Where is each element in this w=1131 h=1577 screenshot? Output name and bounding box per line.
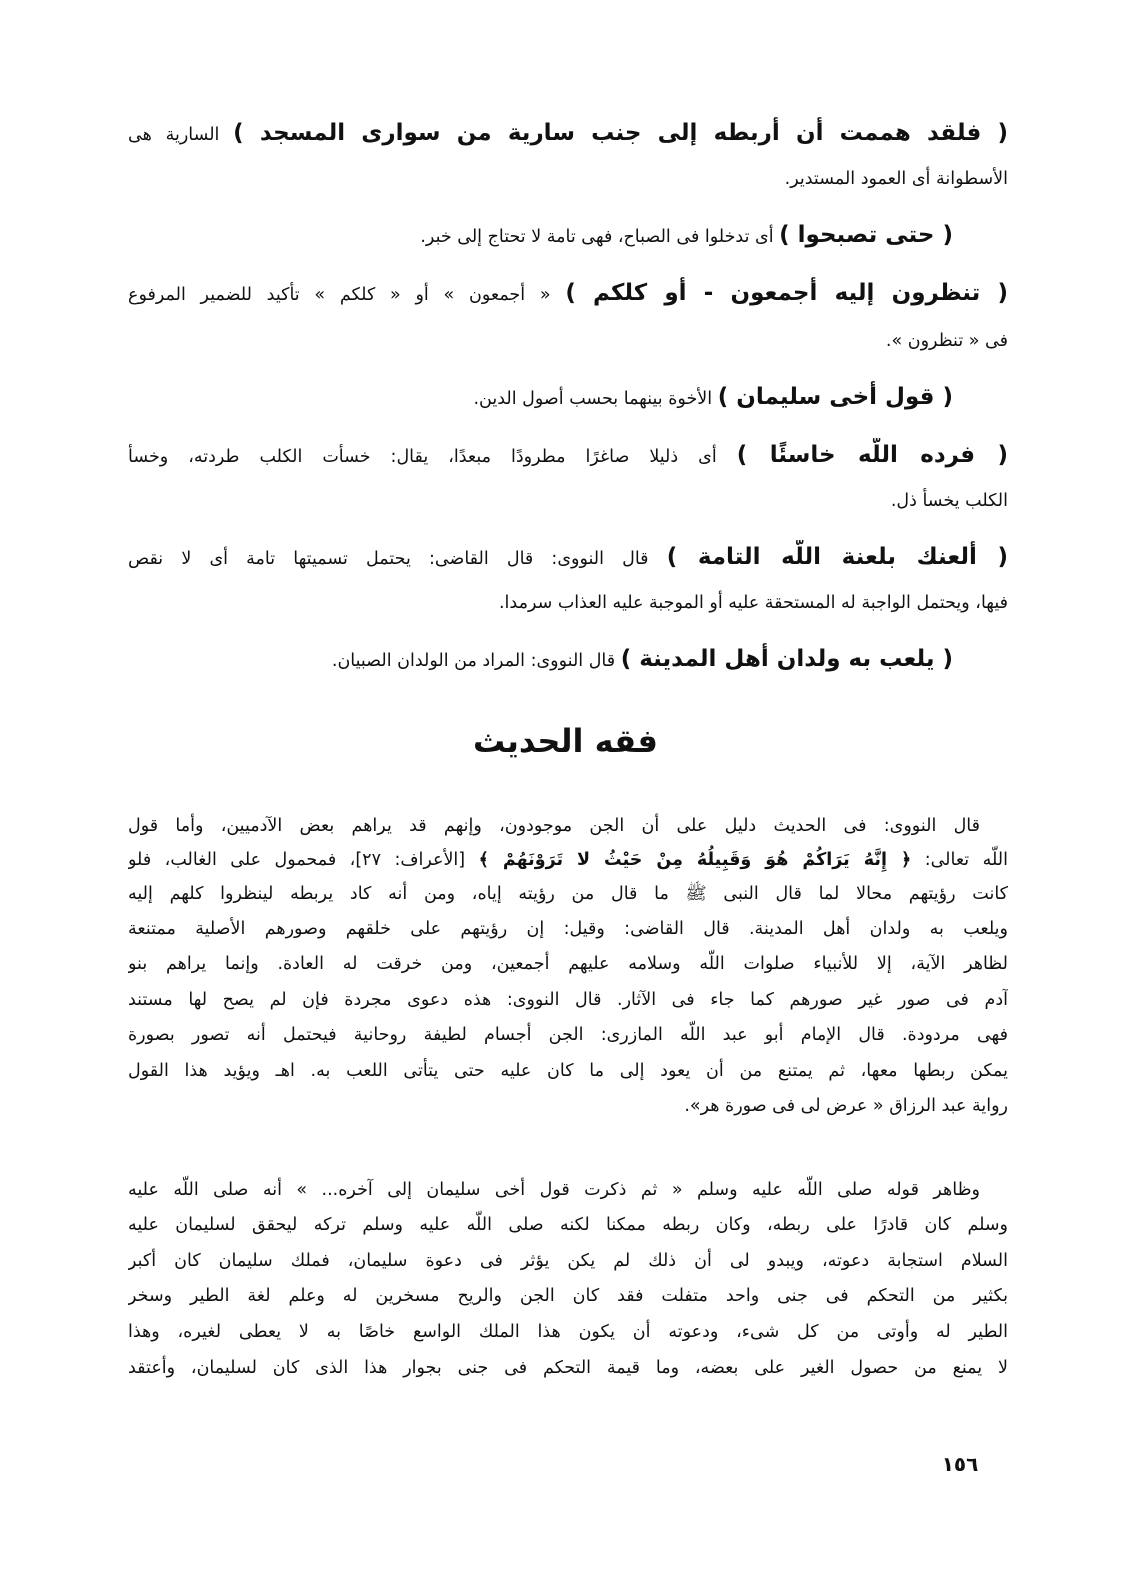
paragraph-line: وسلم كان قادرًا على ربطه، وكان ربطه ممكنا لكنه صلى اللّه عليه وسلم تركه ليحقق لسليمان عليه (128, 1215, 1008, 1235)
entry-line (128, 380, 1008, 414)
entry-term: ( حتى تصبحوا ) (779, 222, 953, 248)
entry-line (128, 642, 1008, 676)
entry-term: ( قول أخى سليمان ) (717, 384, 953, 410)
quran-verse: ﴿ إِنَّهُ يَرَاكُمْ هُوَ وَقَبِيلُهُ مِنْ حَيْثُ لا تَرَوْنَهُمْ ﴾ (478, 850, 912, 870)
entry-line: فى « تنظرون ». (885, 331, 1008, 351)
paragraph-line: كانت رؤيتهم محالا لما قال النبى ﷺ ما قال من رؤيته إياه، ومن أنه كاد يربطه لينظروا كلهم إليه (128, 884, 1008, 904)
entry-term: ( فلقد هممت أن أربطه إلى جنب سارية من سوارى المسجد ) (233, 120, 1008, 146)
entry-line (128, 438, 1008, 472)
entry-text: أى تدخلوا فى الصباح، فهى تامة لا تحتاج إلى خبر. (420, 227, 780, 247)
entry-line (128, 116, 1008, 150)
entry-line (128, 218, 1008, 252)
entry-term: ( فرده اللّه خاسئًا ) (736, 442, 1008, 468)
paragraph-line: قال النووى: فى الحديث دليل على أن الجن موجودون، وإنهم قد يراهم بعض الآدميين، وأما قول (128, 816, 980, 836)
paragraph-text: اللّه تعالى: (924, 850, 1008, 870)
paragraph-line: رواية عبد الرزاق « عرض لى فى صورة هر». (684, 1096, 1008, 1116)
entry-line (128, 540, 1008, 574)
entry-text: السارية هى (128, 125, 234, 145)
entry-line: الأسطوانة أى العمود المستدير. (784, 169, 1008, 189)
paragraph-line: السلام استجابة دعوته، ويبدو لى أن ذلك لم يكن يؤثر فى دعوة سليمان، فملك سليمان كان أكبر (128, 1251, 1008, 1271)
entry-line: الكلب يخسأ ذل. (890, 491, 1008, 511)
paragraph-line (128, 843, 1008, 877)
entry-text: قال النووى: المراد من الولدان الصبيان. (331, 651, 621, 671)
paragraph-line: لظاهر الآية، إلا للأنبياء صلوات اللّه وسلامه عليهم أجمعين، ومن خرقت له العادة. وإنما يراهم بنو (128, 954, 1008, 974)
section-heading: فقه الحديث (473, 722, 658, 760)
entry-term: ( يلعب به ولدان أهل المدينة ) (620, 646, 953, 672)
entry-line: فيها، ويحتمل الواجبة له المستحقة عليه أو الموجبة عليه العذاب سرمدا. (498, 593, 1008, 613)
entry-text: « أجمعون » أو « كلكم » تأكيد للضمير المرفوع (128, 285, 566, 305)
paragraph-line: آدم فى صور غير صورهم كما جاء فى الآثار. قال النووى: هذه دعوى مجردة فإن لم يصح لها مستند (128, 990, 1008, 1010)
paragraph-line: يمكن ربطها معها، ثم يمتنع من أن يعود إلى ما كان عليه حتى يتأتى اللعب به. اهـ ويؤيد هذا القول (128, 1061, 1008, 1081)
paragraph-line: وظاهر قوله صلى اللّه عليه وسلم « ثم ذكرت قول أخى سليمان إلى آخره... » أنه صلى اللّه عليه (128, 1180, 980, 1200)
entry-line (128, 276, 1008, 310)
verse-reference: [الأعراف: ٢٧]، فمحمول على الغالب، فلو (128, 850, 479, 870)
paragraph-line: بكثير من التحكم فى جنى واحد متفلت فقد كان الجن والريح مسخرين له وعلم لغة الطير وسخر (128, 1286, 1008, 1306)
entry-text: أى ذليلا صاغرًا مطرودًا مبعدًا، يقال: خسأت الكلب طردته، وخسأ (128, 447, 737, 467)
paragraph-line: فهى مردودة. قال الإمام أبو عبد اللّه المازرى: الجن أجسام لطيفة روحانية فيحتمل أنه تصور بصورة (128, 1025, 1008, 1045)
entry-term: ( ألعنك بلعنة اللّه التامة ) (666, 544, 1008, 570)
paragraph-line: الطير له وأوتى من كل شىء، ودعوته أن يكون هذا الملك الواسع خاصًا به لا يعطى لغيره، وهذا (128, 1322, 1008, 1342)
paragraph-line: لا يمنع من حصول الغير على بعضه، وما قيمة التحكم فى جنى بجوار هذا الذى كان لسليمان، وأعتقد (128, 1358, 1008, 1378)
entry-text: قال النووى: قال القاضى: يحتمل تسميتها تامة أى لا نقص (128, 549, 667, 569)
entry-term: ( تنظرون إليه أجمعون - أو كلكم ) (565, 280, 1008, 306)
entry-text: الأخوة بينهما بحسب أصول الدين. (473, 389, 718, 409)
page-number: ١٥٦ (941, 1452, 979, 1476)
paragraph-line: ويلعب به ولدان أهل المدينة. قال القاضى: وقيل: إن رؤيتهم على خلقهم وصورهم الأصلية ممتنعة (128, 919, 1008, 939)
